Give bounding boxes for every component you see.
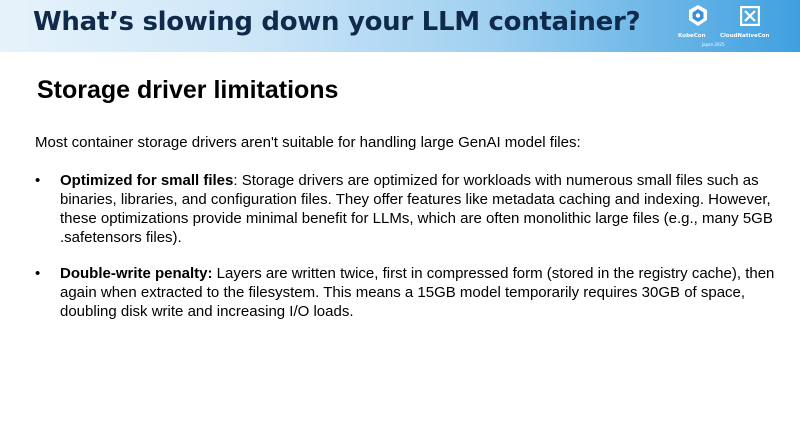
bullet-title: Double-write penalty: bbox=[60, 265, 213, 282]
bullet-text bbox=[60, 171, 775, 247]
event-location-label: Japan 2025 bbox=[702, 42, 725, 47]
bullet-title: Optimized for small files bbox=[60, 172, 234, 189]
bullet-marker: • bbox=[35, 265, 41, 282]
kubecon-label: KubeCon bbox=[678, 33, 706, 39]
cloudnativecon-label: CloudNativeCon bbox=[720, 33, 770, 39]
bullet-marker: • bbox=[35, 172, 41, 189]
intro-paragraph: Most container storage drivers aren't suitable for handling large GenAI model files: bbox=[35, 134, 581, 151]
page-title: What’s slowing down your LLM container? bbox=[33, 7, 641, 37]
slide-subtitle: Storage driver limitations bbox=[37, 76, 339, 104]
bullet-text bbox=[60, 264, 775, 321]
kubecon-logo-icon bbox=[687, 4, 709, 28]
bullet-title-separator: : bbox=[233, 172, 238, 189]
event-logos bbox=[666, 4, 800, 50]
cloudnativecon-logo-icon bbox=[740, 6, 760, 26]
bullet-body: Storage drivers are optimized for workloads with numerous small files such as binaries, libraries, and configuration files. They offer features like metadata caching and indexing. However, these optimizations provide minimal benefit for LLMs, which are often monolithic large files (e.g., many 5GB .safetensors files). bbox=[60, 172, 773, 246]
bullet-body: Layers are written twice, first in compressed form (stored in the registry cache), then again when extracted to the filesystem. This means a 15GB model temporarily requires 30GB of space, doubling disk write and increasing I/O loads. bbox=[60, 265, 775, 320]
